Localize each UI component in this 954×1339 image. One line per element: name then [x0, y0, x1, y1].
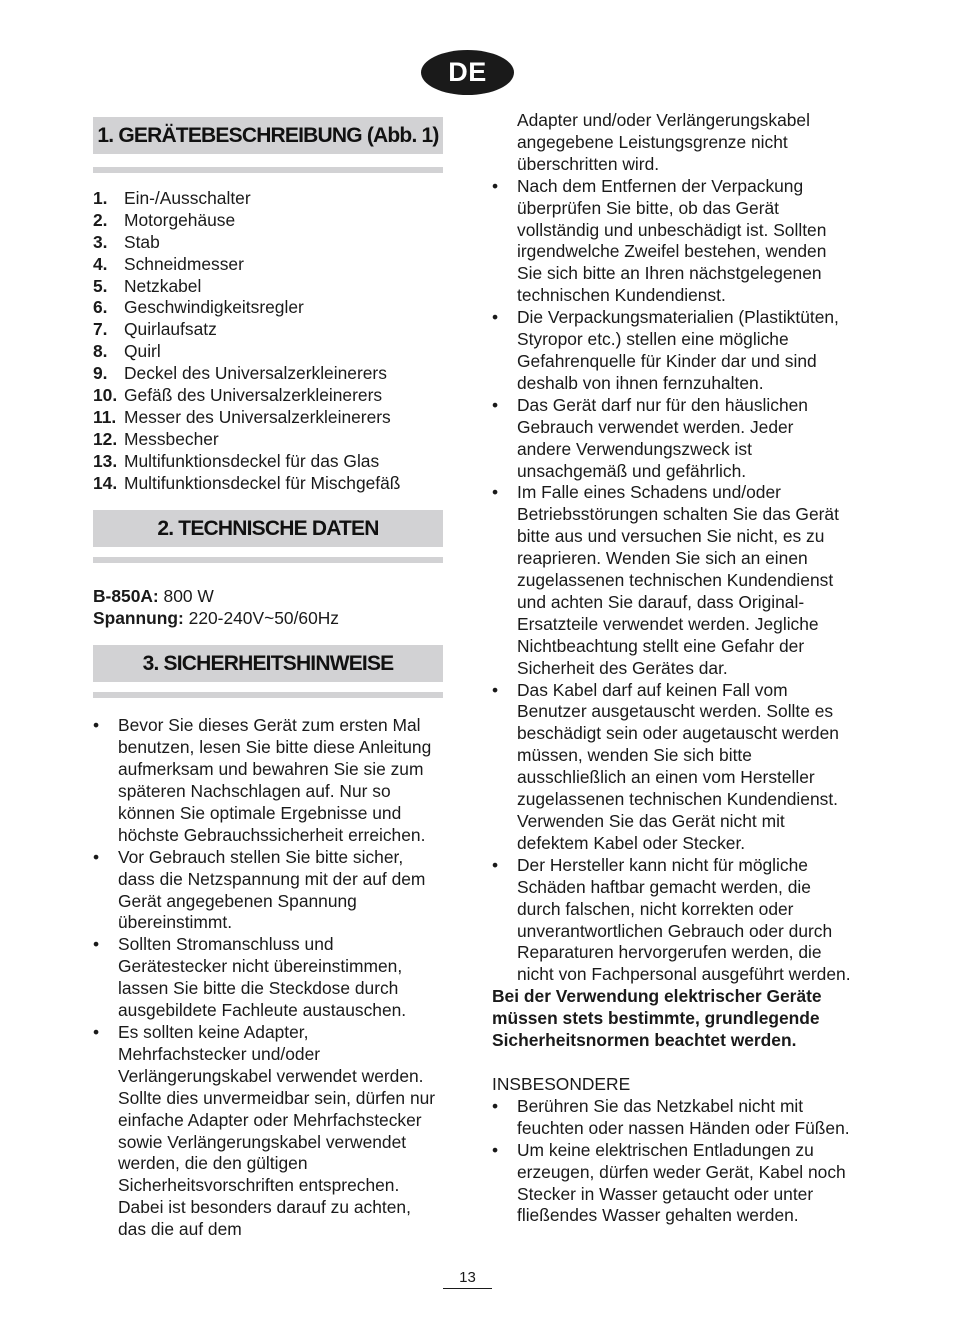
item-label: Multifunktionsdeckel für das Glas [124, 450, 380, 471]
item-number: 8. [93, 341, 108, 362]
item-number: 2. [93, 209, 108, 230]
list-item: • Um keine elektrischen Entladungen zu erzeugen, dürfen weder Gerät, Kabel noch Stecker in Wasser getaucht oder unter fließendes Wasser gehalten werden. [492, 1140, 852, 1228]
item-number: 1. [93, 188, 108, 208]
safety-list-right-2 [492, 1096, 852, 1227]
list-item: • Es sollten keine Adapter, Mehrfachstecker und/oder Verlängerungskabel verwendet werden. Sollte dies unvermeidbar sein, dürfen nur einfache Adapter oder Mehrfachstecker sowie Verlängerungskabel verwendet werden, die den gültigen Sicherheitsvorschriften entsprechen. Dabei ist besonders darauf zu achten, das die auf dem [93, 1022, 438, 1241]
item-number: 4. [93, 253, 108, 274]
list-item: • Im Falle eines Schadens und/oder Betriebsstörungen schalten Sie das Gerät bitte aus und versuchen Sie nicht, es zu reaprieren. Wenden Sie sich an einen zugelassenen technischen Kundendienst und achten Sie darauf, dass Original-Ersatzteile verwendet werden. Jegliche Nichtbeachtung stellt eine Gefahr der Sicherheit des Gerätes dar. [492, 482, 852, 679]
item-label: Motorgehäuse [124, 209, 236, 230]
item-number: 13. [93, 450, 118, 471]
item-number: 7. [93, 319, 108, 340]
item-number: 14. [93, 472, 118, 493]
list-item: • Die Verpackungsmaterialien (Plastiktüten, Styropor etc.) stellen eine mögliche Gefahrenquelle für Kinder dar und sind deshalb von ihnen fernzuhalten. [492, 307, 852, 395]
section-heading-technische-daten: 2. TECHNISCHE DATEN [93, 510, 443, 547]
continued-text: Adapter und/oder Verlängerungskabel angegebene Leistungsgrenze nicht überschritten wird. [517, 110, 810, 174]
item-label: Gefäß des Universalzerkleinerers [124, 385, 383, 406]
language-badge: DE [421, 50, 514, 95]
section-heading-geraetebeschreibung: 1. GERÄTEBESCHREIBUNG (Abb. 1) [93, 117, 443, 154]
safety-warning: Bei der Verwendung elektrischer Geräte müssen stets bestimmte, grundlegende Sicherheitsnormen beachtet werden. [492, 986, 822, 1051]
list-item [93, 254, 443, 276]
spec-label: B-850A: [93, 586, 159, 607]
list-item [93, 429, 443, 451]
item-number: 5. [93, 275, 108, 296]
item-label: Deckel des Universalzerkleinerers [124, 363, 387, 384]
list-item: • Das Kabel darf auf keinen Fall vom Benutzer ausgetauscht werden. Sollte es beschädigt sein oder augetauscht werden müssen, wenden Sie sich bitte ausschließlich an einen vom Hersteller zugelassenen technischen Kundendienst. Verwenden Sie das Gerät nicht mit defektem Kabel oder Stecker. [492, 680, 852, 855]
item-label: Multifunktionsdeckel für Mischgefäß [124, 472, 401, 493]
list-item [93, 232, 443, 254]
spec-value: 220-240V~50/60Hz [183, 608, 339, 629]
list-item [93, 188, 443, 210]
section-rule [93, 557, 443, 563]
insbesondere-heading: INSBESONDERE [492, 1073, 631, 1094]
list-item: • Berühren Sie das Netzkabel nicht mit feuchten oder nassen Händen oder Füßen. [492, 1096, 852, 1140]
list-item [93, 297, 443, 319]
right-column [492, 110, 852, 1227]
item-number: 12. [93, 428, 118, 449]
item-number: 3. [93, 231, 108, 252]
section-heading-sicherheitshinweise: 3. SICHERHEITSHINWEISE [93, 645, 443, 682]
item-label: Messer des Universalzerkleinerers [124, 406, 391, 427]
item-number: 10. [93, 385, 118, 406]
spec-value: 800 W [158, 586, 214, 607]
list-item: • Nach dem Entfernen der Verpackung überprüfen Sie bitte, ob das Gerät vollständig und unbeschädigt ist. Sollten irgendwelche Zweifel bestehen, wenden Sie sich bitte an Ihren nächstgelegenen technischen Kundendienst. [492, 176, 852, 307]
item-label: Messbecher [124, 428, 219, 449]
item-number: 9. [93, 363, 108, 384]
spec-voltage [93, 608, 443, 630]
item-label: Stab [124, 231, 160, 252]
list-item: • Vor Gebrauch stellen Sie bitte sicher, dass die Netzspannung mit der auf dem Gerät angegebenen Spannung übereinstimmt. [93, 847, 438, 935]
list-item: • Bevor Sie dieses Gerät zum ersten Mal benutzen, lesen Sie bitte diese Anleitung aufmerksam und bewahren Sie sie zum späteren Nachschlagen auf. Nur so können Sie optimale Ergebnisse und höchste Gebrauchssicherheit erreichen. [93, 715, 438, 846]
section-rule [93, 692, 443, 698]
list-item [93, 210, 443, 232]
list-item [93, 341, 443, 363]
item-label: Geschwindigkeitsregler [124, 297, 304, 318]
tech-specs [93, 586, 443, 630]
item-label: Ein-/Ausschalter [124, 188, 251, 208]
list-item [93, 363, 443, 385]
item-number: 6. [93, 297, 108, 318]
list-item [93, 407, 443, 429]
list-item [93, 276, 443, 298]
spec-power [93, 586, 443, 608]
spec-label: Spannung: [93, 608, 184, 629]
list-item: • Das Gerät darf nur für den häuslichen Gebrauch verwendet werden. Jeder andere Verwendungszweck ist unsachgemäß und gefährlich. [492, 395, 852, 483]
safety-list-left [93, 715, 438, 1241]
parts-list [93, 188, 443, 494]
item-label: Netzkabel [124, 275, 202, 296]
list-item: • Der Hersteller kann nicht für mögliche Schäden haftbar gemacht werden, die durch falschen, nicht korrekten oder unverantwortlichen Gebrauch oder durch Reparaturen hervorgerufen werden, die nicht von Fachpersonal ausgeführt werden. [492, 855, 852, 986]
list-item [93, 319, 443, 341]
list-item [93, 385, 443, 407]
page-number: 13 [443, 1268, 492, 1289]
list-item: • Sollten Stromanschluss und Gerätestecker nicht übereinstimmen, lassen Sie bitte die Steckdose durch ausgebildete Fachleute austauschen. [93, 934, 438, 1022]
list-item [93, 473, 443, 495]
item-label: Quirl [124, 341, 161, 362]
item-number: 11. [93, 406, 117, 427]
safety-list-right [492, 176, 852, 987]
list-item [93, 451, 443, 473]
item-label: Quirlaufsatz [124, 319, 217, 340]
left-column [93, 117, 443, 1241]
section-rule [93, 167, 443, 173]
item-label: Schneidmesser [124, 253, 244, 274]
